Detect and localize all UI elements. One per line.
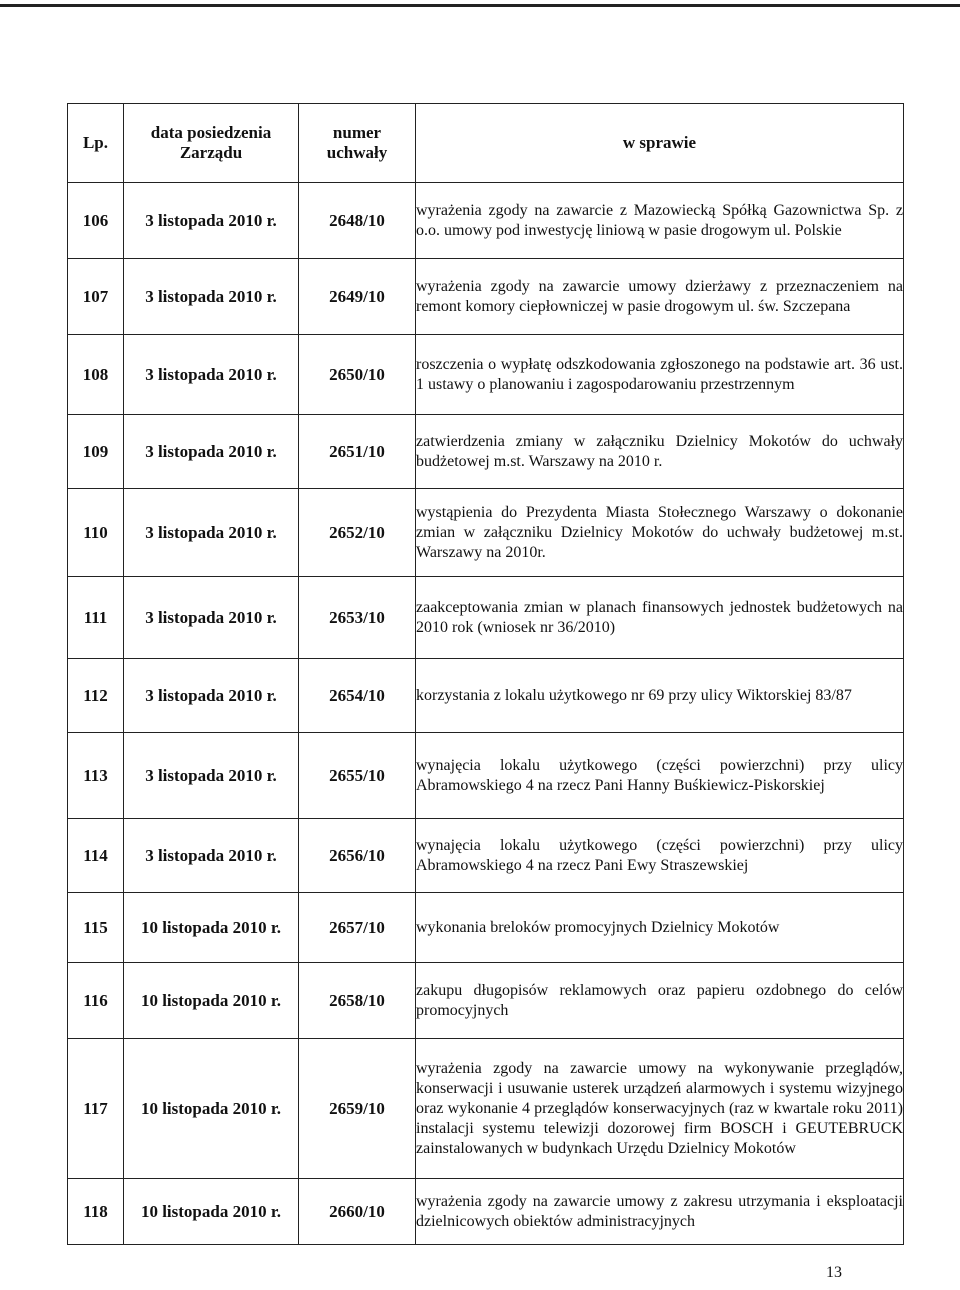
row-number: 2653/10 — [299, 577, 416, 659]
row-number: 2657/10 — [299, 893, 416, 963]
top-rule — [0, 4, 960, 7]
row-date: 3 listopada 2010 r. — [124, 183, 299, 259]
header-date: data posiedzenia Zarządu — [124, 104, 299, 183]
row-date: 3 listopada 2010 r. — [124, 733, 299, 819]
row-subject: wynajęcia lokalu użytkowego (części powierzchni) przy ulicy Abramowskiego 4 na rzecz Pani Ewy Straszewskiej — [416, 819, 904, 893]
row-number: 2651/10 — [299, 415, 416, 489]
row-date: 3 listopada 2010 r. — [124, 335, 299, 415]
row-subject: zaakceptowania zmian w planach finansowych jednostek budżetowych na 2010 rok (wniosek nr 36/2010) — [416, 577, 904, 659]
table-row — [68, 1179, 904, 1245]
row-date: 3 listopada 2010 r. — [124, 819, 299, 893]
row-date: 10 listopada 2010 r. — [124, 1039, 299, 1179]
row-number: 2649/10 — [299, 259, 416, 335]
row-subject: zakupu długopisów reklamowych oraz papieru ozdobnego do celów promocyjnych — [416, 963, 904, 1039]
table-row — [68, 489, 904, 577]
row-date: 10 listopada 2010 r. — [124, 1179, 299, 1245]
row-subject: zatwierdzenia zmiany w załączniku Dzielnicy Mokotów do uchwały budżetowej m.st. Warszawy na 2010 r. — [416, 415, 904, 489]
row-lp: 114 — [68, 819, 124, 893]
table-header-row — [68, 104, 904, 183]
table-row — [68, 259, 904, 335]
row-subject: wyrażenia zgody na zawarcie umowy z zakresu utrzymania i eksploatacji dzielnicowych obiektów administracyjnych — [416, 1179, 904, 1245]
row-date: 3 listopada 2010 r. — [124, 259, 299, 335]
table-row — [68, 415, 904, 489]
row-subject: korzystania z lokalu użytkowego nr 69 przy ulicy Wiktorskiej 83/87 — [416, 659, 904, 733]
row-subject: wykonania breloków promocyjnych Dzielnicy Mokotów — [416, 893, 904, 963]
header-subject: w sprawie — [416, 104, 904, 183]
row-lp: 115 — [68, 893, 124, 963]
row-lp: 116 — [68, 963, 124, 1039]
row-number: 2650/10 — [299, 335, 416, 415]
table-row — [68, 183, 904, 259]
row-number: 2654/10 — [299, 659, 416, 733]
row-date: 3 listopada 2010 r. — [124, 489, 299, 577]
row-subject: wyrażenia zgody na zawarcie umowy na wykonywanie przeglądów, konserwacji i usuwanie usterek urządzeń alarmowych i systemu wizyjnego oraz wykonanie 4 przeglądów konserwacyjnych (raz w kwartale roku 2011) instalacji systemu telewizji dozorowej firm BOSCH i GEUTEBRUCK zainstalowanych w budynkach Urzędu Dzielnicy Mokotów — [416, 1039, 904, 1179]
row-date: 3 listopada 2010 r. — [124, 659, 299, 733]
table-row — [68, 659, 904, 733]
table-row — [68, 577, 904, 659]
row-lp: 107 — [68, 259, 124, 335]
row-lp: 110 — [68, 489, 124, 577]
row-lp: 117 — [68, 1039, 124, 1179]
row-date: 10 listopada 2010 r. — [124, 893, 299, 963]
row-subject: wyrażenia zgody na zawarcie umowy dzierżawy z przeznaczeniem na remont komory ciepłowniczej w pasie drogowym ul. św. Szczepana — [416, 259, 904, 335]
row-lp: 111 — [68, 577, 124, 659]
row-number: 2648/10 — [299, 183, 416, 259]
table-row — [68, 733, 904, 819]
row-subject: wynajęcia lokalu użytkowego (części powierzchni) przy ulicy Abramowskiego 4 na rzecz Pani Hanny Buśkiewicz-Piskorskiej — [416, 733, 904, 819]
header-number: numer uchwały — [299, 104, 416, 183]
page-number: 13 — [826, 1264, 842, 1281]
table-row — [68, 893, 904, 963]
row-lp: 112 — [68, 659, 124, 733]
row-subject: wystąpienia do Prezydenta Miasta Stołecznego Warszawy o dokonanie zmian w załączniku Dzielnicy Mokotów do uchwały budżetowej m.st. Warszawy na 2010r. — [416, 489, 904, 577]
row-number: 2656/10 — [299, 819, 416, 893]
table-row — [68, 819, 904, 893]
row-number: 2659/10 — [299, 1039, 416, 1179]
row-lp: 106 — [68, 183, 124, 259]
row-number: 2652/10 — [299, 489, 416, 577]
row-subject: roszczenia o wypłatę odszkodowania zgłoszonego na podstawie art. 36 ust. 1 ustawy o planowaniu i zagospodarowaniu przestrzennym — [416, 335, 904, 415]
resolutions-table — [67, 103, 904, 1245]
table-row — [68, 1039, 904, 1179]
row-number: 2660/10 — [299, 1179, 416, 1245]
row-lp: 109 — [68, 415, 124, 489]
table-row — [68, 335, 904, 415]
row-date: 10 listopada 2010 r. — [124, 963, 299, 1039]
row-number: 2658/10 — [299, 963, 416, 1039]
row-lp: 113 — [68, 733, 124, 819]
row-date: 3 listopada 2010 r. — [124, 577, 299, 659]
row-lp: 118 — [68, 1179, 124, 1245]
header-lp: Lp. — [68, 104, 124, 183]
row-lp: 108 — [68, 335, 124, 415]
table-row — [68, 963, 904, 1039]
row-date: 3 listopada 2010 r. — [124, 415, 299, 489]
row-subject: wyrażenia zgody na zawarcie z Mazowiecką Spółką Gazownictwa Sp. z o.o. umowy pod inwestycję liniową w pasie drogowym ul. Polskie — [416, 183, 904, 259]
row-number: 2655/10 — [299, 733, 416, 819]
